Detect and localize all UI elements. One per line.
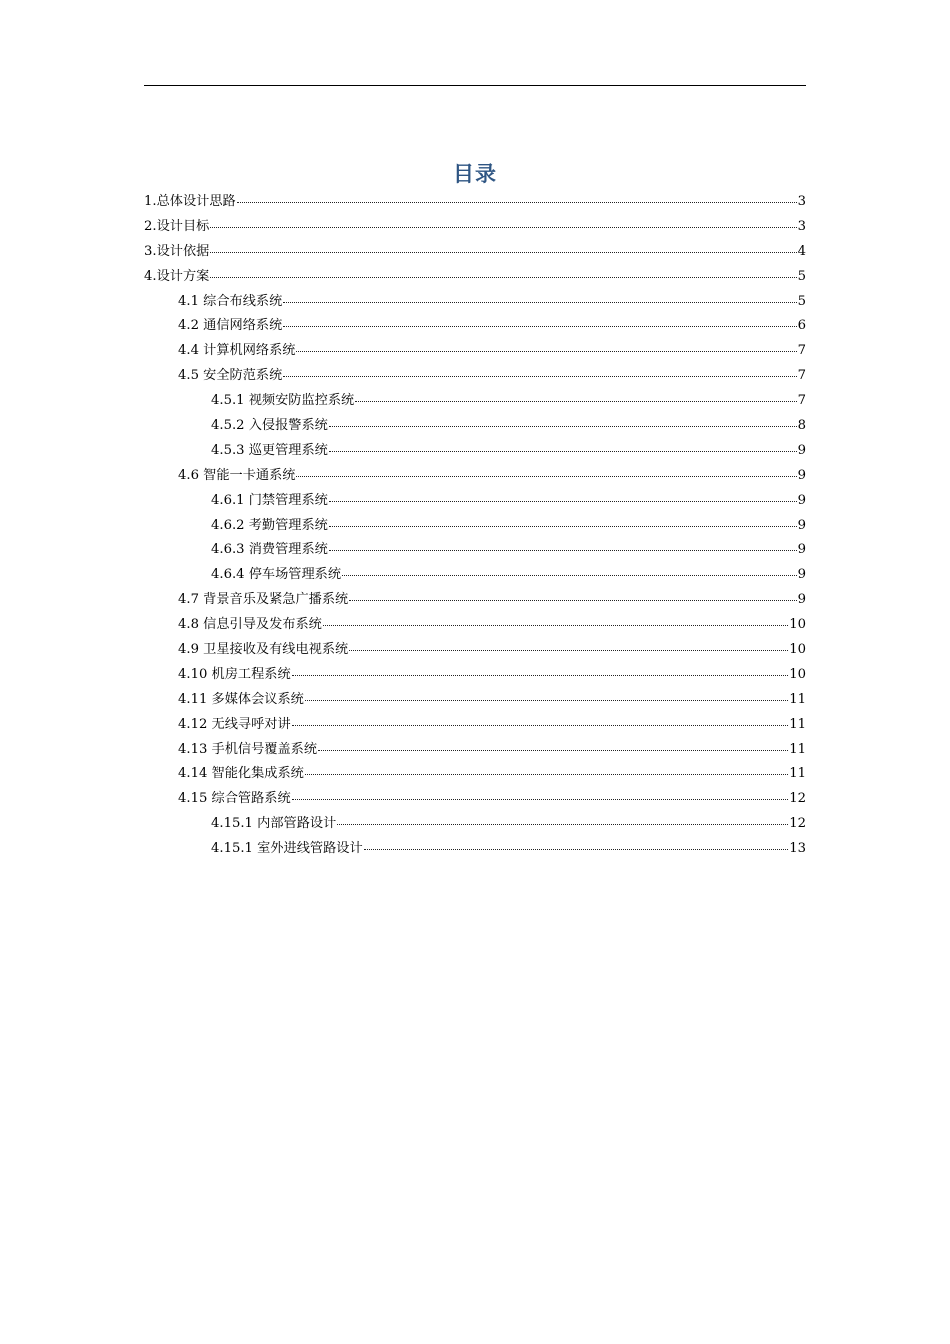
header-rule [144,85,806,86]
toc-entry-page-number: 8 [797,418,806,434]
toc-dot-leader [329,442,797,454]
toc-entry[interactable] [144,787,806,812]
toc-entry[interactable] [144,663,806,688]
toc-dot-leader [329,517,797,529]
toc-entry-label: 1.总体设计思路 [144,194,236,209]
toc-dot-leader [329,541,797,553]
toc-entry[interactable] [144,414,806,439]
toc-dot-leader [329,417,797,429]
toc-entry-label: 4.设计方案 [144,268,210,284]
toc-entry-label: 4.11 多媒体会议系统 [178,691,304,707]
toc-entry-page-number: 9 [797,592,806,608]
toc-entry[interactable] [144,439,806,464]
toc-entry-page-number: 9 [797,492,806,508]
toc-entry-page-number: 9 [797,567,806,583]
toc-entry-page-number: 12 [789,816,806,832]
toc-dot-leader [283,367,796,379]
toc-entry[interactable] [144,389,806,414]
toc-entry[interactable] [144,364,806,389]
toc-entry[interactable] [144,514,806,539]
toc-entry[interactable] [144,489,806,514]
toc-dot-leader [283,293,796,305]
toc-dot-leader [318,741,788,753]
toc-entry[interactable] [144,314,806,339]
toc-entry[interactable] [144,190,806,215]
toc-entry[interactable] [144,290,806,315]
toc-entry-label: 4.12 无线寻呼对讲 [178,716,291,732]
toc-entry[interactable] [144,738,806,763]
toc-entry-label: 4.6.4 停车场管理系统 [211,567,342,583]
toc-entry-label: 4.13 手机信号覆盖系统 [178,741,318,757]
toc-entry[interactable] [144,464,806,489]
toc-entry-page-number: 10 [789,617,806,633]
toc-dot-leader [364,840,789,852]
toc-title: 目录 [453,162,497,186]
toc-dot-leader [323,616,788,628]
toc-entry[interactable] [144,688,806,713]
toc-entry[interactable] [144,837,806,862]
toc-entry-page-number: 3 [797,194,806,209]
toc-dot-leader [296,342,796,354]
toc-entry-page-number: 12 [789,791,806,807]
toc-entry-label: 4.8 信息引导及发布系统 [178,617,322,633]
toc-entry[interactable] [144,538,806,563]
toc-entry-page-number: 9 [797,467,806,483]
toc-entry-label: 4.6.1 门禁管理系统 [211,492,328,508]
toc-dot-leader [210,243,796,255]
toc-dot-leader [337,815,788,827]
toc-entry-label: 4.14 智能化集成系统 [178,766,304,782]
toc-entry-page-number: 3 [797,218,806,234]
toc-entry[interactable] [144,588,806,613]
toc-entry-page-number: 5 [797,293,806,309]
toc-entry[interactable] [144,265,806,290]
toc-entry-page-number: 11 [789,766,806,782]
toc-entry-page-number: 4 [797,243,806,259]
toc-dot-leader [296,467,796,479]
toc-entry-label: 4.10 机房工程系统 [178,666,291,682]
toc-entry-page-number: 10 [789,642,806,658]
toc-entry-label: 2.设计目标 [144,218,210,234]
toc-entry-page-number: 11 [789,716,806,732]
toc-dot-leader [292,666,789,678]
toc-entry-label: 4.5.3 巡更管理系统 [211,442,328,458]
toc-entry-label: 4.1 综合布线系统 [178,293,283,309]
toc-entry-page-number: 9 [797,517,806,533]
toc-entry-page-number: 11 [789,691,806,707]
toc-entry-page-number: 9 [797,442,806,458]
toc-dot-leader [305,765,788,777]
toc-entry[interactable] [144,812,806,837]
toc-entry-page-number: 7 [797,343,806,359]
toc-entry[interactable] [144,215,806,240]
toc-entry[interactable] [144,240,806,265]
toc-entry-label: 4.15.1 室外进线管路设计 [211,841,363,857]
toc-entry[interactable] [144,563,806,588]
toc-dot-leader [342,566,797,578]
toc-entry[interactable] [144,713,806,738]
toc-dot-leader [329,492,797,504]
toc-entry-label: 4.5 安全防范系统 [178,368,283,384]
toc-entry-label: 3.设计依据 [144,243,210,259]
toc-entry-label: 4.2 通信网络系统 [178,318,283,334]
toc-entry-page-number: 5 [797,268,806,284]
toc-entry-page-number: 7 [797,393,806,409]
toc-dot-leader [349,591,796,603]
toc-entry[interactable] [144,339,806,364]
toc-dot-leader [349,641,788,653]
toc-dot-leader [210,268,796,280]
toc-dot-leader [237,193,797,205]
toc-entry-page-number: 11 [789,741,806,757]
toc-entry[interactable] [144,613,806,638]
toc-entry-label: 4.5.2 入侵报警系统 [211,418,328,434]
toc-entry-page-number: 13 [789,841,806,857]
toc-entry-page-number: 7 [797,368,806,384]
toc-dot-leader [210,218,796,230]
toc-entry-label: 4.4 计算机网络系统 [178,343,296,359]
toc-entry-label: 4.7 背景音乐及紧急广播系统 [178,592,349,608]
toc-entry-page-number: 10 [789,666,806,682]
toc-entry-label: 4.15 综合管路系统 [178,791,291,807]
toc-entry-page-number: 9 [797,542,806,558]
toc-entry[interactable] [144,638,806,663]
toc-entry-page-number: 6 [797,318,806,334]
toc-dot-leader [305,691,788,703]
toc-entry-label: 4.6.2 考勤管理系统 [211,517,328,533]
toc-entry[interactable] [144,762,806,787]
toc-entry-label: 4.15.1 内部管路设计 [211,816,337,832]
toc-entry-label: 4.5.1 视频安防监控系统 [211,393,355,409]
toc-entry-label: 4.6.3 消费管理系统 [211,542,328,558]
toc-dot-leader [283,317,796,329]
toc-dot-leader [292,790,789,802]
toc-dot-leader [355,392,796,404]
toc-list [144,190,806,862]
toc-entry-label: 4.6 智能一卡通系统 [178,467,296,483]
toc-entry-label: 4.9 卫星接收及有线电视系统 [178,642,349,658]
toc-dot-leader [292,716,789,728]
